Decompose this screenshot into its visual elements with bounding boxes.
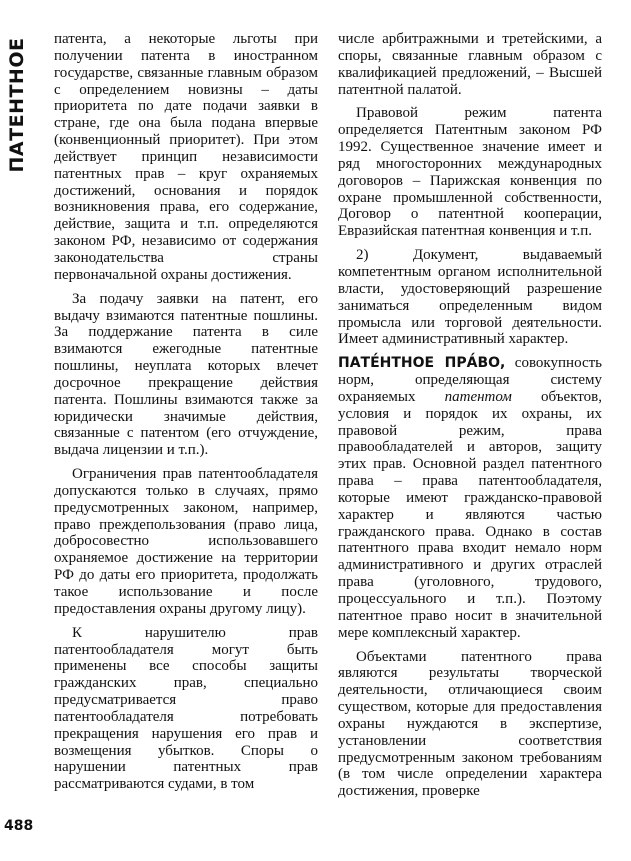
right-paragraph-5: Объектами патентного права являются результаты творческой деятельности, отличающиеся своим существом, которые для предоставления охраны нуждаются в экспертизе, установлении соответствия предусмотренным законом требованиям (в том числе определении характера достижения, проверке <box>338 648 602 800</box>
entry-text-b: объектов, условия и порядок их охраны, их правовой режим, права правообладателей и авторов, защиту этих прав. Основной раздел патентного права – права патентообладателя, которые имеют гражданско-правовой характер и являются частью гражданского права. Однако в состав патентного права входит немало норм административного и других отраслей права (уголовного, трудового, процессуального и т.п.). Поэтому патентное право носит в значительной мере комплексный характер. <box>338 388 602 641</box>
right-column <box>338 31 602 807</box>
entry-text-a: совокупность норм, определяющая систему охраняемых <box>338 355 602 405</box>
right-paragraph-3: 2) Документ, выдаваемый компетентным органом исполнительной власти, удостоверяющий разрешение заниматься определенным видом промысла или торговой деятельности. Имеет административный характер. <box>338 247 602 348</box>
left-paragraph-3: Ограничения прав патентообладателя допускаются только в случаях, прямо предусмотренных законом, например, право преждепользования (право лица, добросовестно использовавшего охраняемое достижение на территории РФ до даты его приоритета, продолжать такое использование и после предоставления охраны другому лицу). <box>54 466 318 617</box>
dictionary-entry <box>338 355 602 641</box>
entry-italic-term: патентом <box>444 388 512 405</box>
left-paragraph-4: К нарушителю прав патентообладателя могут быть применены все способы защиты гражданских прав, специально предусматривается право патентообладателя потребовать прекращения нарушения его прав и возмещения убытков. Споры о нарушении патентных прав рассматриваются судами, в том <box>54 624 318 793</box>
left-column <box>54 31 318 800</box>
right-paragraph-2: Правовой режим патента определяется Патентным законом РФ 1992. Существенное значение имеет и ряд многосторонних международных договоров – Парижская конвенция по охране промышленной собственности, Договор о патентной кооперации, Евразийская патентная конвенция и т.п. <box>338 105 602 240</box>
running-head-text: ПАТЕНТНОЕ <box>6 37 28 173</box>
right-paragraph-1: числе арбитражными и третейскими, а споры, связанные главным образом с квалификацией предложений, – Высшей патентной палатой. <box>338 31 602 98</box>
left-paragraph-2: За подачу заявки на патент, его выдачу взимаются патентные пошлины. За поддержание патента в силе взимаются ежегодные патентные пошлины, неуплата которых влечет досрочное прекращение действия патента. Пошлины взимаются также за юридически значимые действия, связанные с патентом (его отчуждение, выдача лицензии и т.п.). <box>54 290 318 459</box>
page-number: 488 <box>4 818 34 834</box>
running-head <box>4 30 30 180</box>
left-paragraph-1: патента, а некоторые льготы при получении патента в иностранном государстве, связанные главным образом с определением новизны – даты приоритета по дате подачи заявки в стране, где она была подана впервые (конвенционный приоритет). При этом действует принцип независимости патентных прав – круг охраняемых достижений, основания и порядок возникновения права, его содержание, действие, защита и т.п. определяются законом РФ, независимо от содержания законодательства страны первоначальной охраны достижения. <box>54 31 318 283</box>
entry-headword: ПАТЕ́НТНОЕ ПРА́ВО, <box>338 355 506 372</box>
